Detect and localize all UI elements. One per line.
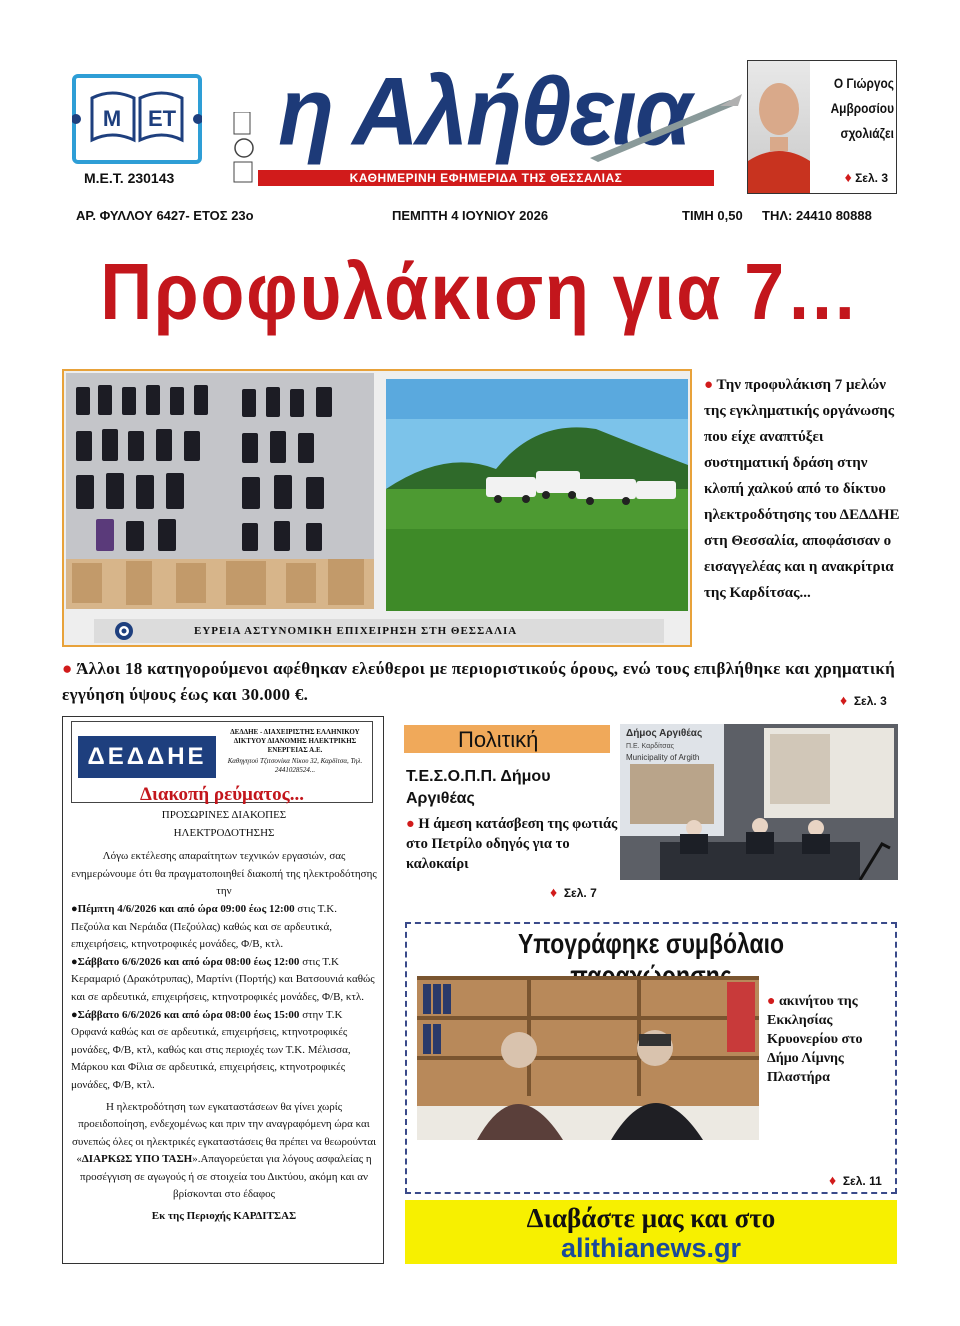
newspaper-title: η Αλήθεια bbox=[278, 58, 691, 166]
outage-signature: Εκ της Περιοχής ΚΑΡΔΙΤΣΑΣ bbox=[151, 1210, 297, 1223]
met-logo bbox=[72, 74, 202, 164]
main-story-page: Σελ. 3 bbox=[853, 694, 887, 708]
website-banner[interactable] bbox=[405, 1200, 897, 1264]
main-headline[interactable]: Προφυλάκιση για 7… bbox=[100, 247, 860, 336]
contract-body: ακινήτου της Εκκλησίας Κρυονερίου στο Δήμο Λίμνης Πλαστήρα bbox=[767, 994, 863, 1085]
deddie-address: Καθηγητού Τζιτσονίκα Νίκου 32, Καρδίτσα, Τηλ. 2441028524... bbox=[227, 757, 363, 774]
diamond-icon: ♦ bbox=[550, 884, 558, 900]
outage-notice bbox=[71, 1099, 377, 1205]
certification-stamps-icon bbox=[232, 112, 256, 184]
bullet-icon: ● bbox=[406, 816, 415, 832]
outage-item-1-text: στις Τ.Κ. Πεζούλα και Νεράιδα (Πεζούλας) καθώς και σε αρδευτικά, επιχειρήσεις, κτηνοτροφικές μονάδες, Φ/Β, κτλ. bbox=[71, 902, 337, 951]
issue-price: ΤΙΜΗ 0,50 bbox=[682, 208, 743, 223]
outage-heading-2: ΗΛΕΚΤΡΟΔΟΤΗΣΗΣ bbox=[173, 826, 275, 839]
power-outage-notice bbox=[62, 716, 384, 1264]
notice-warning: ΔΙΑΡΚΩΣ ΥΠΟ ΤΑΣΗ bbox=[81, 1153, 193, 1166]
contract-page: Σελ. 11 bbox=[842, 1174, 882, 1188]
issue-date: ΠΕΜΠΤΗ 4 ΙΟΥΝΙΟΥ 2026 bbox=[392, 208, 549, 223]
deddie-logo: ΔΕΔΔΗΕ bbox=[78, 736, 216, 778]
deddie-org-info bbox=[220, 728, 370, 775]
outage-title: Διακοπή ρεύματος... bbox=[140, 784, 304, 805]
photo-caption: ΕΥΡΕΙΑ ΑΣΤΥΝΟΜΙΚΗ ΕΠΙΧΕΙΡΗΣΗ ΣΤΗ ΘΕΣΣΑΛΙΑ bbox=[94, 619, 664, 643]
columnist-line-3: σχολιάζει bbox=[840, 125, 894, 141]
contract-signing-photo bbox=[417, 976, 759, 1140]
seized-vehicles-photo bbox=[386, 379, 688, 611]
diamond-icon: ♦ bbox=[844, 169, 852, 185]
outage-item-3-time: Σάββατο 6/6/2026 και από ώρα 08:00 έως 15:00 bbox=[77, 1008, 300, 1021]
main-story-page-ref[interactable] bbox=[840, 692, 887, 708]
columnist-caption bbox=[824, 71, 894, 146]
columnist-page-ref bbox=[845, 169, 888, 185]
columnist-photo bbox=[748, 61, 810, 193]
outage-item-2-time: Σάββατο 6/6/2026 και από ώρα 08:00 έως 12:00 bbox=[77, 955, 300, 968]
diamond-icon: ♦ bbox=[840, 692, 848, 708]
politics-body: Η άμεση κατάσβεση της φωτιάς στο Πετρίλο οδηγός για το καλοκαίρι bbox=[406, 816, 618, 872]
issue-phone: ΤΗΛ: 24410 80888 bbox=[762, 208, 872, 223]
contract-summary bbox=[767, 992, 893, 1087]
columnist-box[interactable] bbox=[747, 60, 897, 194]
banner-website-link[interactable]: alithianews.gr bbox=[560, 1233, 742, 1263]
outage-item-3: ●Σάββατο 6/6/2026 και από ώρα 08:00 έως 15:00 στην Τ.Κ Ορφανά καθώς και σε αρδευτικά, επιχειρήσεις, κτηνοτροφικές μονάδες, Φ/Β, κτλ, καθώς και στις περιοχές των Τ.Κ. Μέλισσα, Μάρκου και Φίλια σε αρδευτικά, επιχειρήσεις, κτηνοτροφικές μονάδες, Φ/Β, κτλ. bbox=[71, 1008, 351, 1091]
diamond-icon: ♦ bbox=[829, 1172, 837, 1188]
politics-title[interactable]: Τ.Ε.Σ.Ο.Π.Π. Δήμου Αργιθέας bbox=[406, 768, 551, 807]
contract-page-ref[interactable] bbox=[829, 1172, 882, 1188]
bullet-icon: ● bbox=[62, 659, 73, 678]
main-story-sub bbox=[62, 656, 902, 708]
columnist-line-2: Αμβροσίου bbox=[830, 100, 894, 116]
politics-meeting-photo bbox=[620, 724, 898, 880]
police-badge-icon bbox=[102, 621, 146, 641]
outage-heading-1: ΠΡΟΣΩΡΙΝΕΣ ΔΙΑΚΟΠΕΣ bbox=[161, 809, 287, 821]
politics-page: Σελ. 7 bbox=[563, 886, 597, 900]
seized-items-photo bbox=[66, 373, 374, 609]
bullet-icon: ● bbox=[704, 377, 714, 393]
met-letter-right: ΕΤ bbox=[147, 106, 177, 131]
outage-item-1-time: Πέμπτη 4/6/2026 και από ώρα 09:00 έως 12:00 bbox=[77, 902, 295, 915]
contract-story[interactable] bbox=[405, 922, 897, 1194]
lead-paragraph: Την προφυλάκιση 7 μελών της εγκληματικής οργάνωσης που είχε αναπτύξει συστηματική δράση στην κλοπή χαλκού από το δίκτυο ηλεκτροδότησης του ΔΕΔΔΗΕ στη Θεσσαλία, αποφάσισαν ο εισαγγελέας και η ανακρίτρια της Καρδίτσας... bbox=[704, 377, 900, 601]
outage-intro: Λόγω εκτέλεσης απαραίτητων τεχνικών εργασιών, σας ενημερώνουμε ότι θα πραγματοποιηθεί διακοπή της ηλεκτροδότησης την bbox=[71, 850, 377, 898]
photo-sign-line-2: Π.Ε. Καρδίτσας bbox=[626, 743, 675, 750]
notice-part-a: Η ηλεκτροδότηση των εγκαταστάσεων θα γίνει χωρίς προειδοποίηση, ενδεχομένως και πριν την αναγραφόμενη ώρα και συνεπώς όλες οι ηλεκτρικές εγκαταστάσεις θα πρέπει να θεωρούνται « bbox=[71, 1100, 377, 1166]
sub-paragraph: Άλλοι 18 κατηγορούμενοι αφέθηκαν ελεύθεροι με περιοριστικούς όρους, ενώ τους επιβλήθηκε και χρηματική εγγύηση ύψους έως και 30.000 €. bbox=[62, 659, 896, 704]
deddie-header bbox=[71, 721, 373, 803]
deddie-org-name: ΔΕΔΔΗΕ - ΔΙΑΧΕΙΡΙΣΤΗΣ ΕΛΛΗΝΙΚΟΥ ΔΙΚΤΥΟΥ ΔΙΑΝΟΜΗΣ ΗΛΕΚΤΡΙΚΗΣ ΕΝΕΡΓΕΙΑΣ Α.Ε. bbox=[230, 728, 360, 754]
columnist-page: Σελ. 3 bbox=[855, 171, 888, 185]
outage-item-1: ●Πέμπτη 4/6/2026 και από ώρα 09:00 έως 12:00 στις Τ.Κ. Πεζούλα και Νεράιδα (Πεζούλας) καθώς και σε αρδευτικά, επιχειρήσεις, κτηνοτροφικές μονάδες, Φ/Β, κτλ. bbox=[71, 902, 337, 951]
photo-sign-line-3: Municipality of Argith bbox=[626, 753, 700, 762]
columnist-line-1: Ο Γιώργος bbox=[833, 75, 894, 91]
banner-line-1: Διαβάστε μας και στο bbox=[526, 1203, 776, 1233]
newspaper-subtitle: ΚΑΘΗΜΕΡΙΝΗ ΕΦΗΜΕΡΙΔΑ ΤΗΣ ΘΕΣΣΑΛΙΑΣ bbox=[258, 170, 714, 186]
politics-section-tag[interactable]: Πολιτική bbox=[404, 725, 610, 753]
issue-number: ΑΡ. ΦΥΛΛΟΥ 6427- ΕΤΟΣ 23ο bbox=[76, 208, 254, 223]
contract-headline[interactable]: Υπογράφηκε συμβόλαιο bbox=[517, 928, 785, 959]
met-number: Μ.Ε.Τ. 230143 bbox=[84, 170, 175, 186]
outage-item-2: ●Σάββατο 6/6/2026 και από ώρα 08:00 έως 12:00 στις Τ.Κ Κεραμαριό (Δρακότρυπας), Μαρτίνι (Πορτής) και Βατσουνιά καθώς και σε αρδευτικά, επιχειρήσεις, κτηνοτροφικές μονάδες, Φ/Β, κτλ. bbox=[71, 955, 375, 1003]
main-story-photos[interactable] bbox=[62, 369, 692, 647]
outage-item-2-text: στις Τ.Κ Κεραμαριό (Δρακότρυπας), Μαρτίνι (Πορτής) και Βατσουνιά καθώς και σε αρδευτικά, επιχειρήσεις, κτηνοτροφικές μονάδες, Φ/Β, κτλ. bbox=[71, 955, 375, 1003]
main-story-lead bbox=[704, 372, 900, 606]
notice-part-b: ».Απαγορεύεται για λόγους ασφαλείας η προσέγγιση σε αγωγούς ή σε στοιχεία του Δικτύου, ακόμη και αν βρίσκονται στο έδαφος bbox=[80, 1153, 372, 1201]
politics-summary bbox=[406, 814, 618, 874]
outage-item-3-text: στην Τ.Κ Ορφανά καθώς και σε αρδευτικά, επιχειρήσεις, κτηνοτροφικές μονάδες, Φ/Β, κτλ, καθώς και στις περιοχές των Τ.Κ. Μέλισσα, Μάρκου και Φίλια σε αρδευτικά, επιχειρήσεις, κτηνοτροφικές μονάδες, Φ/Β, κτλ. bbox=[71, 1008, 351, 1091]
bullet-icon: ● bbox=[767, 994, 776, 1009]
photo-sign-line-1: Δήμος Αργιθέας bbox=[626, 728, 703, 739]
politics-page-ref[interactable] bbox=[550, 884, 597, 900]
met-letter-left: Μ bbox=[102, 106, 122, 131]
pen-nib-icon bbox=[570, 92, 745, 162]
outage-body bbox=[71, 807, 377, 1226]
